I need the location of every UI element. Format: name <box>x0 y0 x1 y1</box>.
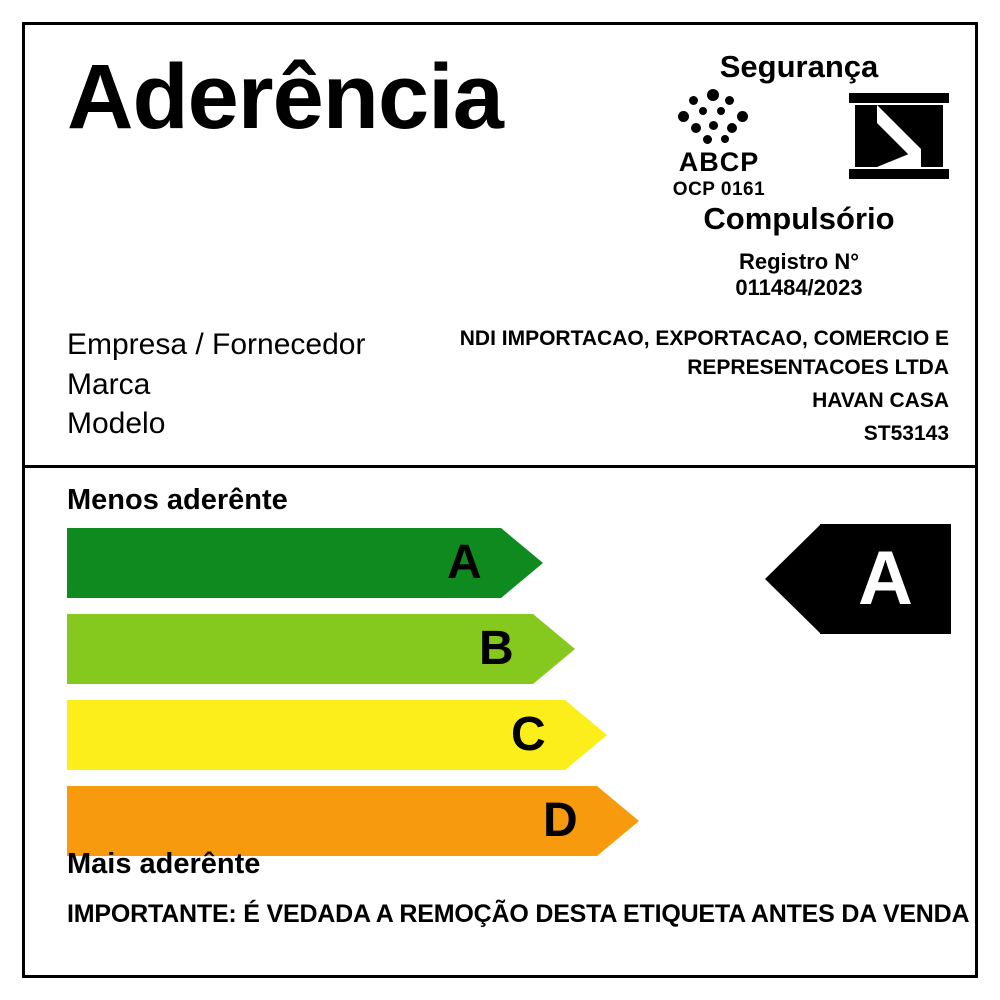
registration-label: Registro N° <box>738 249 860 274</box>
scale-caption-bottom: Mais aderênte <box>67 848 261 880</box>
rating-bar-body <box>67 786 535 856</box>
inmetro-logo-icon <box>849 93 949 179</box>
rating-bars <box>67 528 687 872</box>
rating-bar-head-tip <box>597 786 639 856</box>
supplier-value-brand: HAVAN CASA <box>812 388 949 412</box>
rating-bar-letter: A <box>447 536 482 589</box>
rating-badge-arrow <box>765 524 821 634</box>
page-title: Aderência <box>67 46 503 148</box>
supplier-field-values <box>409 325 949 449</box>
abcp-body-name: ABCP <box>678 147 760 177</box>
registration-number: 011484/2023 <box>735 275 863 301</box>
rating-bar-letter: C <box>511 708 546 761</box>
rating-bar-head <box>503 700 607 770</box>
abcp-dots-icon <box>677 89 761 145</box>
rating-bar-head-tip <box>533 614 575 684</box>
abcp-mark <box>649 89 789 201</box>
energy-label-card <box>22 22 978 978</box>
rating-bar-head <box>439 528 543 598</box>
certification-marks <box>649 89 949 199</box>
rating-bar-head <box>535 786 639 856</box>
rating-bar-b <box>67 614 687 684</box>
rating-bar-d <box>67 786 687 856</box>
rating-badge <box>765 524 951 634</box>
rating-bar-body <box>67 528 439 598</box>
rating-bar-head-tip <box>565 700 607 770</box>
registration-block <box>649 249 949 302</box>
abcp-body-code: OCP 0161 <box>672 179 766 200</box>
rating-badge-letter: A <box>858 536 913 621</box>
supplier-value-company: NDI IMPORTACAO, EXPORTACAO, COMERCIO E REPRESENTACOES LTDA <box>459 327 949 379</box>
rating-bar-letter: D <box>543 794 578 847</box>
rating-bar-head-tip <box>501 528 543 598</box>
label-header <box>25 25 975 465</box>
supplier-label-brand: Marca <box>67 367 151 401</box>
scale-caption-top: Menos aderênte <box>67 484 288 516</box>
rating-bar-head <box>471 614 575 684</box>
supplier-value-model: ST53143 <box>863 421 949 445</box>
supplier-label-company: Empresa / Fornecedor <box>67 328 366 361</box>
certification-top-label: Segurança <box>719 49 879 84</box>
rating-scale-section <box>25 468 975 975</box>
rating-bar-body <box>67 700 503 770</box>
supplier-field-labels <box>67 325 365 444</box>
rating-bar-c <box>67 700 687 770</box>
rating-bar-letter: B <box>479 622 514 675</box>
rating-bar-a <box>67 528 687 598</box>
footer-note: IMPORTANTE: É VEDADA A REMOÇÃO DESTA ETIQUETA ANTES DA VENDA <box>67 900 970 928</box>
certification-bottom-label: Compulsório <box>703 201 895 236</box>
supplier-label-model: Modelo <box>67 407 166 441</box>
rating-bar-body <box>67 614 471 684</box>
certification-block <box>649 49 949 302</box>
